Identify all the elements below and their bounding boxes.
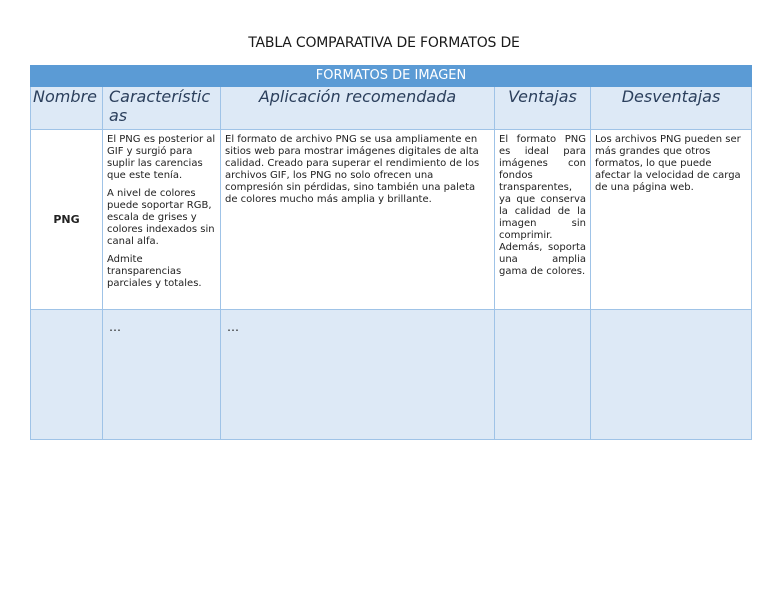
cell-caracteristicas: …	[103, 310, 221, 440]
table-banner-row	[31, 66, 752, 87]
table-row	[31, 310, 752, 440]
cell-desventajas: Los archivos PNG pueden ser más grandes que otros formatos, lo que puede afectar la velocidad de carga de una página web.	[591, 130, 752, 310]
table-header-row	[31, 87, 752, 130]
cell-desventajas	[591, 310, 752, 440]
caracteristica-item: A nivel de colores puede soportar RGB, escala de grises y colores indexados sin canal alfa.	[107, 188, 215, 247]
header-desventajas: Desventajas	[591, 87, 752, 130]
cell-aplicacion: …	[221, 310, 495, 440]
cell-ventajas: El formato PNG es ideal para imágenes con fondos transparentes, ya que conserva la calidad de la imagen sin comprimir. Además, soporta una amplia gama de colores.	[495, 130, 591, 310]
caracteristica-item: Admite transparencias parciales y totales.	[107, 254, 202, 289]
page-title: TABLA COMPARATIVA DE FORMATOS DE	[248, 35, 520, 51]
cell-nombre	[31, 310, 103, 440]
cell-aplicacion: El formato de archivo PNG se usa ampliamente en sitios web para mostrar imágenes digitales de alta calidad. Creado para superar el rendimiento de los archivos GIF, los PNG no solo ofrecen una compresión sin pérdidas, sino también una paleta de colores mucho más amplia y brillante.	[221, 130, 495, 310]
header-aplicacion: Aplicación recomendada	[221, 87, 495, 130]
comparison-table	[30, 65, 752, 440]
header-caracteristicas: Característic as	[103, 87, 221, 130]
table-banner: FORMATOS DE IMAGEN	[31, 66, 752, 87]
cell-nombre: PNG	[31, 130, 103, 310]
header-nombre: Nombre	[31, 87, 103, 130]
caracteristica-item: El PNG es posterior al GIF y surgió para suplir las carencias que este tenía.	[107, 134, 216, 181]
cell-caracteristicas	[103, 130, 221, 310]
header-ventajas: Ventajas	[495, 87, 591, 130]
table-row	[31, 130, 752, 310]
cell-ventajas	[495, 310, 591, 440]
